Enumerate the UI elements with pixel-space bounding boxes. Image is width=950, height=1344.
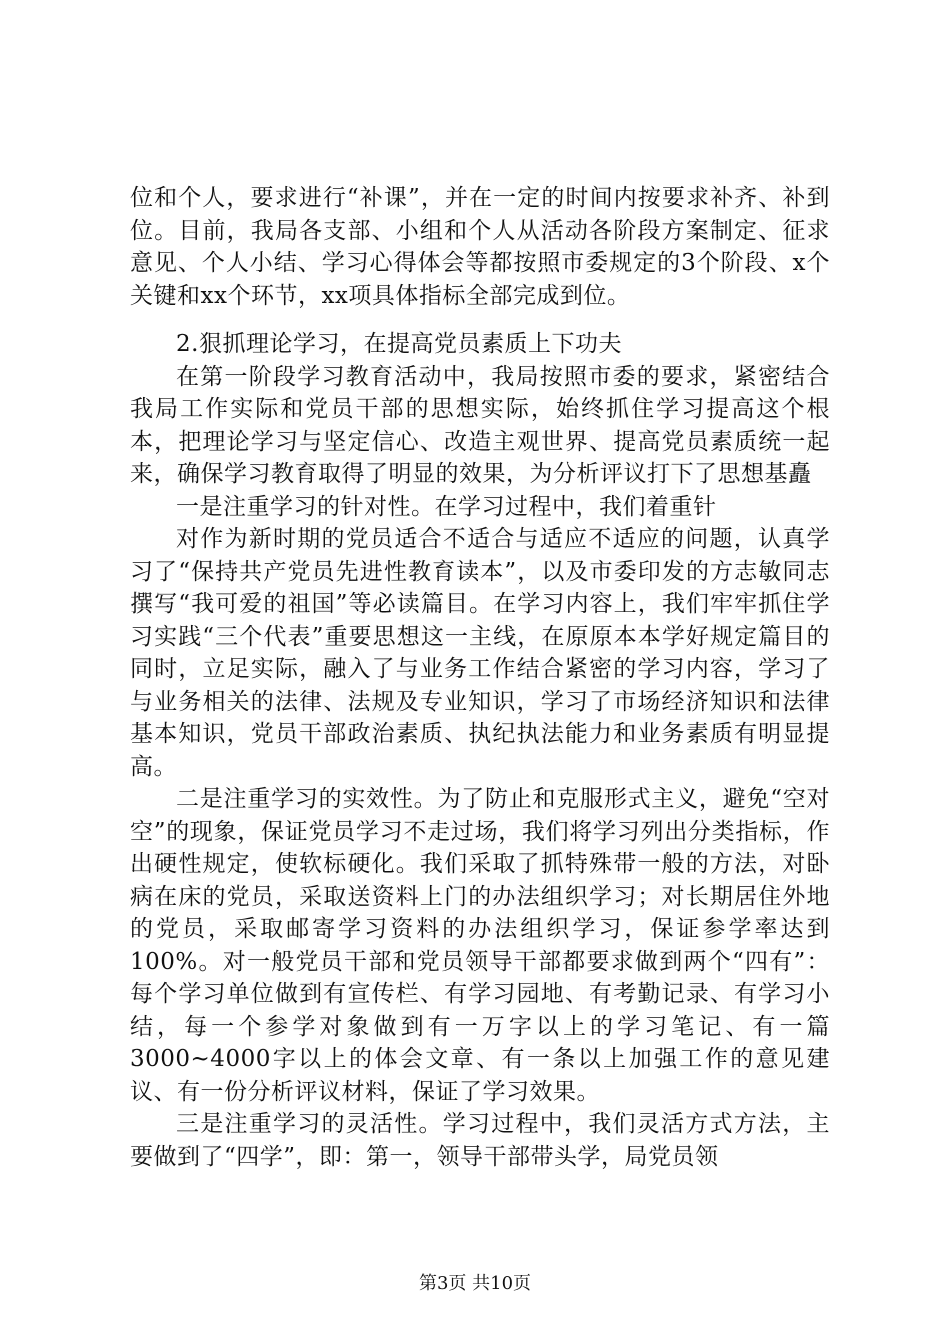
body-text-top (130, 182, 830, 312)
paragraph-targeted-study: 一是注重学习的针对性。在学习过程中，我们着重针 (176, 493, 717, 520)
paragraph-continuation: 位和个人，要求进行“补课”，并在一定的时间内按要求补齐、补到位。目前，我局各支部、小组和个人从活动各阶段方案制定、征求意见、个人小结、学习心得体会等都按照市委规定的3个阶段、x个关键和xx个环节，xx项具体指标全部完成到位。 (130, 185, 830, 309)
page-number-footer: 第3页 共10页 (418, 1273, 532, 1294)
section-heading: 2.狠抓理论学习，在提高党员素质上下功夫 (176, 331, 622, 357)
body-text-main (130, 328, 830, 1173)
paragraph-study-overview: 在第一阶段学习教育活动中，我局按照市委的要求，紧密结合我局工作实际和党员干部的思想实际，始终抓住学习提高这个根本，把理论学习与坚定信心、改造主观世界、提高党员素质统一起来，确保学习教育取得了明显的效果，为分析评议打下了思想基矗 (130, 363, 830, 487)
paragraph-flexibility: 三是注重学习的灵活性。学习过程中，我们灵活方式方法，主要做到了“四学”，即：第一，领导干部带头学，局党员领 (130, 1111, 830, 1170)
paragraph-effectiveness: 二是注重学习的实效性。为了防止和克服形式主义，避免“空对空”的现象，保证党员学习不走过场，我们将学习列出分类指标，作出硬性规定，使软标硬化。我们采取了抓特殊带一般的方法，对卧病在床的党员，采取送资料上门的办法组织学习；对长期居住外地的党员，采取邮寄学习资料的办法组织学习，保证参学率达到100%。对一般党员干部和党员领导干部都要求做到两个“四有”：每个学习单位做到有宣传栏、有学习园地、有考勤记录、有学习小结，每一个参学对象做到有一万字以上的学习笔记、有一篇3000~4000字以上的体会文章、有一条以上加强工作的意见建议、有一份分析评议材料，保证了学习效果。 (130, 786, 830, 1105)
paragraph-study-content: 对作为新时期的党员适合不适合与适应不适应的问题，认真学习了“保持共产党员先进性教育读本”，以及市委印发的方志敏同志撰写“我可爱的祖国”等必读篇目。在学习内容上，我们牢牢抓住学习实践“三个代表”重要思想这一主线，在原原本本学好规定篇目的同时，立足实际，融入了与业务工作结合紧密的学习内容，学习了与业务相关的法律、法规及专业知识，学习了市场经济知识和法律基本知识，党员干部政治素质、执纪执法能力和业务素质有明显提高。 (130, 526, 830, 780)
